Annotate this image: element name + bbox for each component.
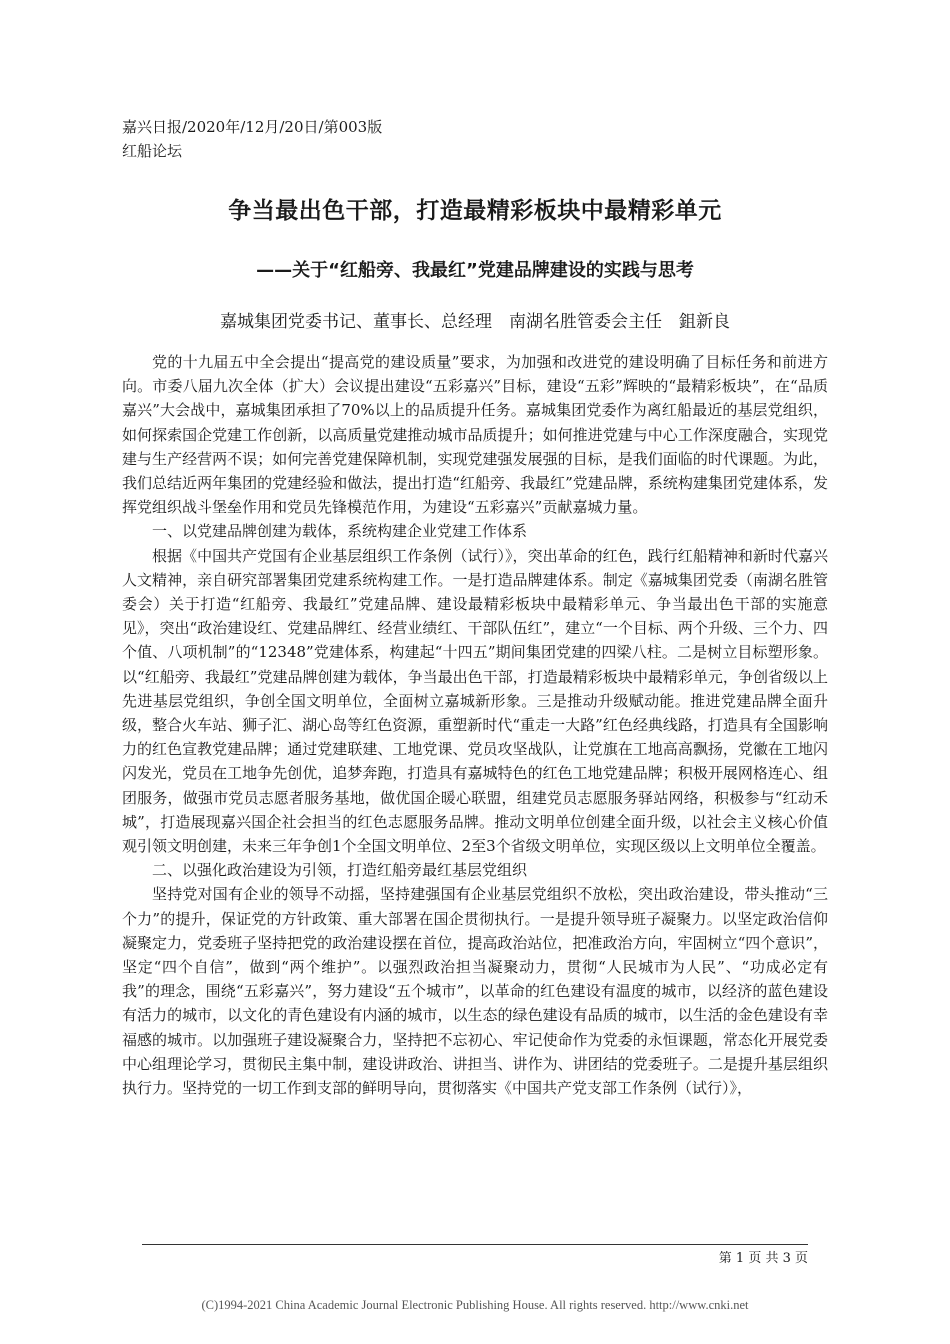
author-line: 嘉城集团党委书记、董事长、总经理 南湖名胜管委会主任 鉏新良 [220,312,730,332]
section-heading-1: 一、以党建品牌创建为载体，系统构建企业党建工作体系 [152,522,528,541]
footer-divider [142,1244,808,1245]
section-1-paragraph: 根据《中国共产党国有企业基层组织工作条例（试行）》，突出革命的红色，践行红船精神和新时代嘉兴人文精神，亲自研究部署集团党建系统构建工作。一是打造品牌建体系。制定《嘉城集团党委（南湖名胜管委会）关于打造“红船旁、我最红”党建品牌、建设最精彩板块中最精彩单元、争当最出色干部的实施意见》，突出“政治建设红、党建品牌红、经营业绩红、干部队伍红”，建立“一个目标、两个升级、三个力、四个值、八项机制”的“12348”党建体系，构建起“十四五”期间集团党建的四梁八柱。二是树立目标塑形象。以“红船旁、我最红”党建品牌创建为载体，争当最出色干部，打造最精彩板块中最精彩单元，争创省级以上先进基层党组织，争创全国文明单位，全面树立嘉城新形象。三是推动升级赋动能。推进党建品牌全面升级，整合火车站、狮子汇、湖心岛等红色资源，重塑新时代“重走一大路”红色经典线路，打造具有全国影响力的红色宣教党建品牌；通过党建联建、工地党课、党员攻坚战队，让党旗在工地高高飘扬，党徽在工地闪闪发光，党员在工地争先创优，追梦奔跑，打造具有嘉城特色的红色工地党建品牌；积极开展网格连心、组团服务，做强市党员志愿者服务基地，做优国企暖心联盟，组建党员志愿服务驿站网络，积极参与“红动禾城”，打造展现嘉兴国企社会担当的红色志愿服务品牌。推动文明单位创建全面升级，以社会主义核心价值观引领文明创建，未来三年争创1个全国文明单位、2至3个省级文明单位，实现区级以上文明单位全覆盖。 [122,546,828,856]
article-body [122,350,828,1100]
article-title: 争当最出色干部，打造最精彩板块中最精彩单元 [228,198,722,224]
page-number: 第 1 页 共 3 页 [718,1251,808,1266]
intro-paragraph: 党的十九届五中全会提出“提高党的建设质量”要求，为加强和改进党的建设明确了目标任务和前进方向。市委八届九次全体（扩大）会议提出建设“五彩嘉兴”目标，建设“五彩”辉映的“最精彩板块”，在“品质嘉兴”大会战中，嘉城集团承担了70%以上的品质提升任务。嘉城集团党委作为离红船最近的基层党组织，如何探索国企党建工作创新，以高质量党建推动城市品质提升；如何推进党建与中心工作深度融合，实现党建与生产经营两不误；如何完善党建保障机制，实现党建强发展强的目标，是我们面临的时代课题。为此，我们总结近两年集团的党建经验和做法，提出打造“红船旁、我最红”党建品牌，系统构建集团党建体系，发挥党组织战斗堡垒作用和党员先锋模范作用，为建设“五彩嘉兴”贡献嘉城力量。 [122,353,828,517]
section-heading-2: 二、以强化政治建设为引领，打造红船旁最红基层党组织 [152,861,528,880]
publication-source: 嘉兴日报/2020年/12月/20日/第003版 [122,118,383,136]
copyright-notice: (C)1994-2021 China Academic Journal Electronic Publishing House. All rights reserved. http://www.cnki.net [201,1298,749,1312]
section-2-paragraph: 坚持党对国有企业的领导不动摇，坚持建强国有企业基层党组织不放松，突出政治建设，带头推动“三个力”的提升，保证党的方针政策、重大部署在国企贯彻执行。一是提升领导班子凝聚力。以坚定政治信仰凝聚定力，党委班子坚持把党的政治建设摆在首位，提高政治站位，把准政治方向，牢固树立“四个意识”，坚定“四个自信”，做到“两个维护”。以强烈政治担当凝聚动力，贯彻“人民城市为人民”、“功成必定有我”的理念，围绕“五彩嘉兴”，努力建设“五个城市”，以革命的红色建设有温度的城市，以经济的蓝色建设有活力的城市，以文化的青色建设有内涵的城市，以生态的绿色建设有品质的城市，以生活的金色建设有幸福感的城市。以加强班子建设凝聚合力，坚持把不忘初心、牢记使命作为党委的永恒课题，常态化开展党委中心组理论学习，贯彻民主集中制，建设讲政治、讲担当、讲作为、讲团结的党委班子。二是提升基层组织执行力。坚持党的一切工作到支部的鲜明导向，贯彻落实《中国共产党支部工作条例（试行）》， [122,885,828,1098]
article-subtitle: ——关于“红船旁、我最红”党建品牌建设的实践与思考 [256,260,694,281]
column-name: 红船论坛 [122,142,183,160]
